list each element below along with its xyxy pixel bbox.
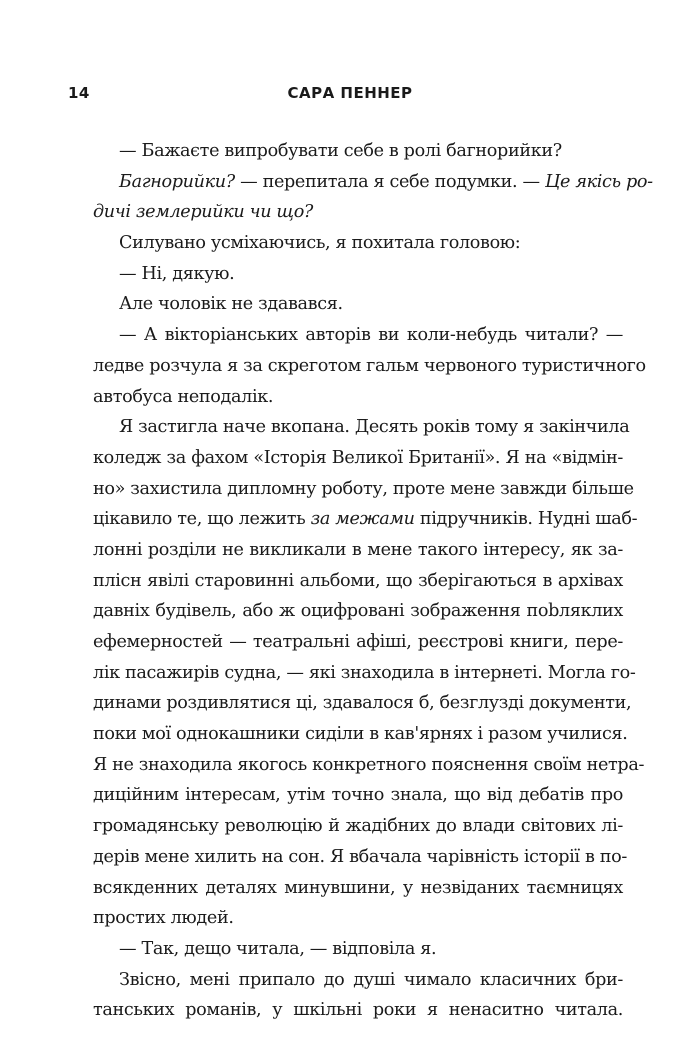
text-line: — Ні, дякую. <box>119 263 235 284</box>
text-line: диційним інтересам, утім точно знала, що від дебатів про <box>93 785 623 806</box>
text-line: поки мої однокашники сиділи в кав'ярнях і разом училися. <box>93 724 628 745</box>
text-line: всякденних деталях минувшини, у незвіданих таємницях <box>93 877 623 898</box>
text-line: громадянську революцію й жадібних до влади світових лі- <box>93 816 623 837</box>
text-line: Силувано усміхаючись, я похитала головою: <box>119 233 521 254</box>
text-line: лонні розділи не викликали в мене такого інтересу, як за- <box>93 539 623 560</box>
text-span: — перепитала я себе подумки. — <box>234 171 546 192</box>
text-span: цікавило те, що лежить <box>93 509 311 530</box>
italic-text: Багнорийки? <box>119 171 235 192</box>
text-line: танських романів, у шкільні роки я ненаситно читала. <box>93 1000 623 1021</box>
running-head-author: САРА ПЕННЕР <box>287 84 413 102</box>
text-line: дерів мене хилить на сон. Я вбачала чарівність історії в по- <box>93 846 627 867</box>
italic-text: Це якісь ро- <box>545 171 653 192</box>
text-line: Я застигла наче вкопана. Десять років тому я закінчила <box>119 417 630 438</box>
text-line: автобуса неподалік. <box>93 386 274 407</box>
italic-text: дичі землерийки чи що? <box>93 202 314 223</box>
text-line: ледве розчула я за скреготом гальм червоного туристичного <box>93 355 646 376</box>
text-line: — А вікторіанських авторів ви коли-небудь читали? — <box>119 325 623 346</box>
text-line <box>93 197 623 228</box>
text-line: плісн явілі старовинні альбоми, що зберігаються в архівах <box>93 570 623 591</box>
body-text <box>93 136 653 1026</box>
text-line: Але чоловік не здавався. <box>119 294 343 315</box>
text-line: — Бажаєте випробувати себе в ролі багнорийки? <box>119 141 562 161</box>
text-span: підручників. Нудні шаб- <box>414 509 638 530</box>
page-number: 14 <box>68 84 90 102</box>
text-line: динами роздивлятися ці, здавалося б, безглузді документи, <box>93 693 632 714</box>
text-line: коледж за фахом «Історія Великої Британії». Я на «відмін- <box>93 447 623 468</box>
page-header <box>68 84 632 104</box>
text-line: лік пасажирів судна, — які знаходила в інтернеті. Могла го- <box>93 662 636 683</box>
text-line <box>93 167 653 198</box>
text-line: — Так, дещо читала, — відповіла я. <box>119 938 437 959</box>
text-line: давніх будівель, або ж оцифровані зображення пobляклих <box>93 601 623 622</box>
text-line: ефемерностей — театральні афіші, реєстрові книги, пере- <box>93 632 623 652</box>
text-line: Звісно, мені припало до душі чимало класичних бри- <box>119 969 623 990</box>
text-line: простих людей. <box>93 908 234 929</box>
italic-text: за межами <box>310 509 415 530</box>
text-line: Я не знаходила якогось конкретного пояснення своїм нетра- <box>93 754 645 775</box>
text-line <box>93 504 638 535</box>
text-line: но» захистила дипломну роботу, проте мене завжди більше <box>93 478 634 499</box>
